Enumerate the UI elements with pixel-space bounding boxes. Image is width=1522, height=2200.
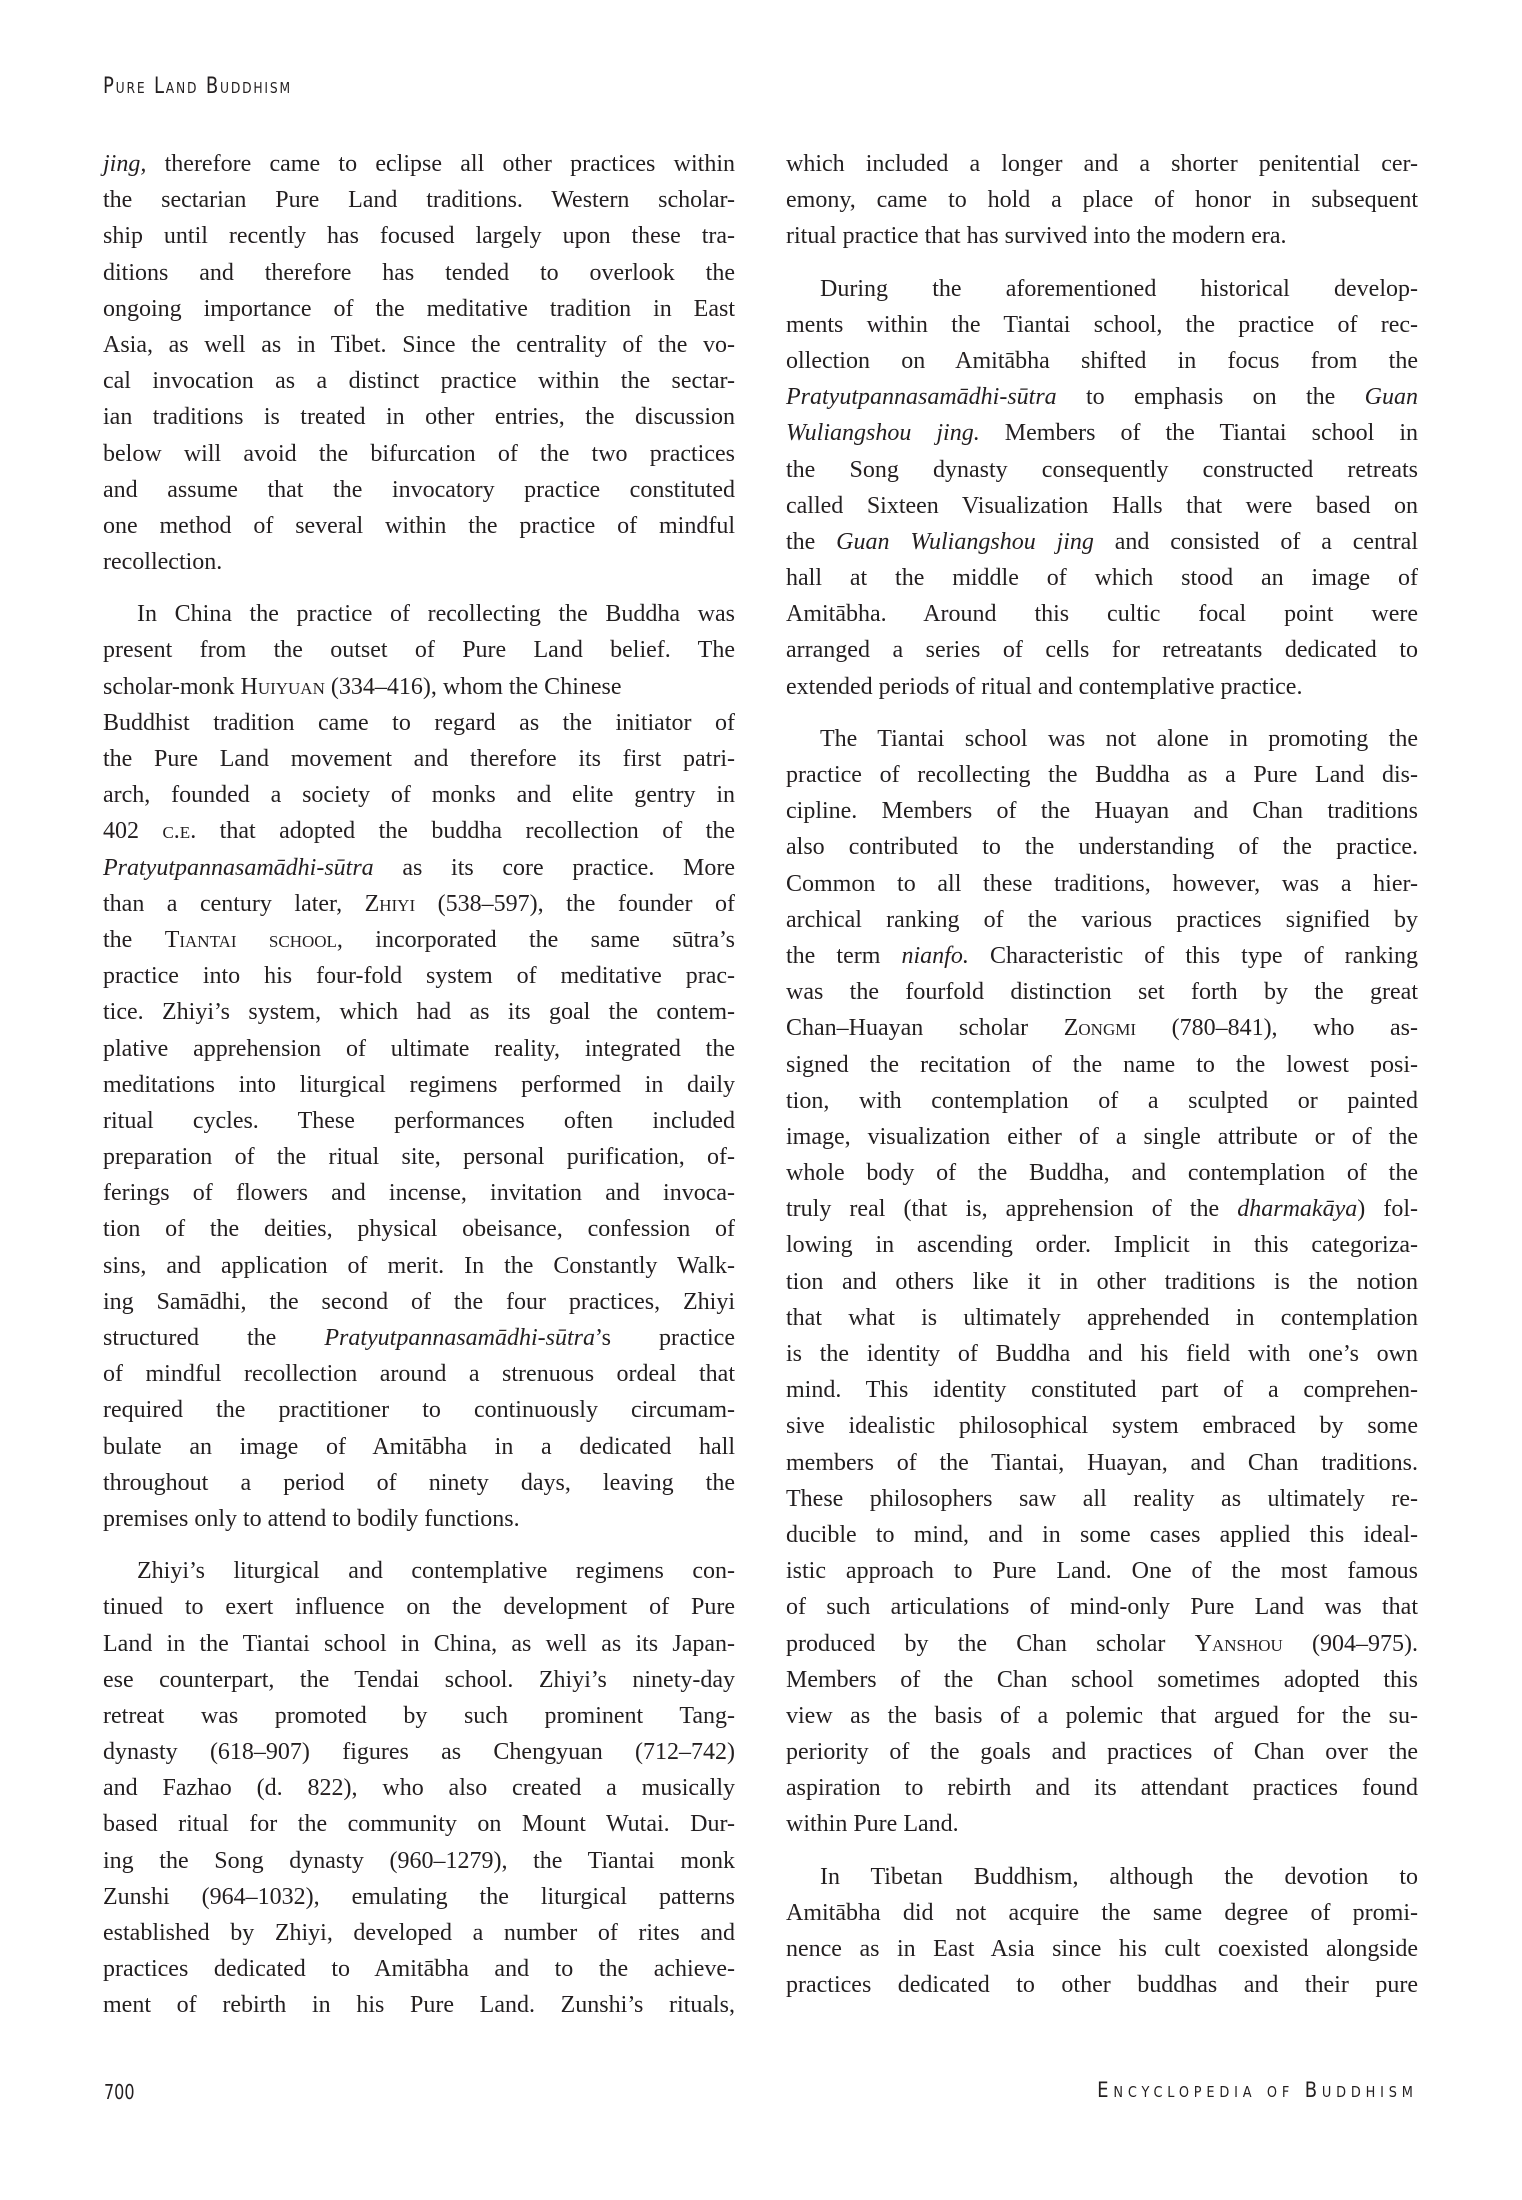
text-line (103, 1987, 735, 2023)
paragraph (103, 146, 735, 580)
text-line (103, 1951, 735, 1987)
text-line (103, 1879, 735, 1915)
text-run: practice into his four-fold system of meditative prac- (103, 963, 735, 990)
text-line (786, 1967, 1418, 2003)
text-line (103, 544, 735, 580)
text-line (103, 1175, 735, 1211)
text-line (103, 508, 735, 544)
text-run: aspiration to rebirth and its attendant practices found (786, 1775, 1418, 1802)
text-run: of mindful recollection around a strenuous ordeal that (103, 1361, 735, 1388)
text-line (786, 757, 1418, 793)
text-run: of such articulations of mind-only Pure Land was that (786, 1594, 1418, 1621)
text-line (786, 669, 1418, 705)
text-line (786, 721, 1418, 757)
text-line (103, 596, 735, 632)
text-line (103, 1356, 735, 1392)
text-run: ollection on Amitābha shifted in focus from the (786, 347, 1418, 374)
text-run: meditations into liturgical regimens performed in daily (103, 1071, 735, 1098)
text-run: (334–416), whom the Chinese (324, 673, 622, 700)
text-run: ) fol- (1357, 1196, 1418, 1223)
text-run: which included a longer and a shorter penitential cer- (786, 151, 1418, 177)
text-column-right (786, 146, 1418, 2003)
text-line (103, 1392, 735, 1428)
text-run: signed the recitation of the name to the lowest posi- (786, 1051, 1418, 1078)
text-line (103, 922, 735, 958)
text-run: is the identity of Buddha and his field with one’s own (786, 1341, 1418, 1367)
text-run: and assume that the invocatory practice constituted (103, 476, 735, 503)
text-line (786, 1517, 1418, 1553)
text-run: (538–597), the founder of (415, 890, 735, 917)
text-line (103, 1139, 735, 1175)
text-line (103, 399, 735, 435)
text-run: Amitābha did not acquire the same degree of promi- (786, 1899, 1418, 1926)
text-line (786, 1155, 1418, 1191)
text-run: based ritual for the community on Mount Wutai. Dur- (103, 1811, 735, 1838)
text-run: emony, came to hold a place of honor in subsequent (786, 187, 1418, 214)
text-line (103, 1662, 735, 1698)
text-run: established by Zhiyi, developed a number of rites and (103, 1920, 735, 1946)
text-line (103, 1698, 735, 1734)
text-line (103, 363, 735, 399)
text-line (786, 1445, 1418, 1481)
text-line (103, 1626, 735, 1662)
text-run: ’s practice (595, 1325, 735, 1351)
text-line (786, 1227, 1418, 1263)
text-run: one method of several within the practice of mindful (103, 512, 735, 539)
cross-reference: Zhiyi (364, 890, 416, 917)
text-line (786, 866, 1418, 902)
text-line (103, 1734, 735, 1770)
text-run: the (786, 528, 837, 555)
text-line (786, 1553, 1418, 1589)
text-run: Land in the Tiantai school in China, as well as its Japan- (103, 1630, 735, 1657)
text-run: ese counterpart, the Tendai school. Zhiyi’s ninety-day (103, 1666, 735, 1693)
text-run: Amitābha. Around this cultic focal point were (786, 601, 1418, 628)
text-run: the term (786, 942, 902, 969)
text-line (103, 327, 735, 363)
text-line (786, 218, 1418, 254)
text-run: premises only to attend to bodily functions. (103, 1505, 520, 1532)
text-line (786, 793, 1418, 829)
text-line (786, 632, 1418, 668)
text-run: hall at the middle of which stood an image of (786, 565, 1418, 592)
text-run: In China the practice of recollecting the Buddha was (137, 601, 735, 628)
text-run: and Fazhao (d. 822), who also created a musically (103, 1775, 735, 1802)
paragraph (786, 271, 1418, 705)
text-run: Characteristic of this type of ranking (968, 942, 1418, 969)
italic-term: Pratyutpannasamādhi-sūtra (786, 384, 1057, 411)
text-run: extended periods of ritual and contemplative practice. (786, 673, 1303, 700)
text-line (103, 1284, 735, 1320)
paragraph (786, 146, 1418, 255)
text-run: ongoing importance of the meditative tradition in East (103, 295, 735, 322)
text-run: view as the basis of a polemic that argued for the su- (786, 1702, 1418, 1729)
cross-reference: c.e. (162, 818, 197, 845)
text-run: recollection. (103, 549, 223, 576)
text-line (786, 488, 1418, 524)
text-line (103, 218, 735, 254)
text-line (103, 1211, 735, 1247)
text-line (103, 1031, 735, 1067)
text-run: Common to all these traditions, however, was a hier- (786, 870, 1418, 897)
paragraph-gap (786, 705, 1418, 721)
text-line (786, 560, 1418, 596)
text-run: ditions and therefore has tended to overlook the (103, 259, 735, 286)
text-line (103, 850, 735, 886)
text-line (103, 1589, 735, 1625)
text-run: retreat was promoted by such prominent Tang- (103, 1702, 735, 1729)
text-line (103, 813, 735, 849)
text-run: Asia, as well as in Tibet. Since the centrality of the vo- (103, 331, 735, 358)
text-run: also contributed to the understanding of the practice. (786, 834, 1418, 861)
text-line (786, 1119, 1418, 1155)
text-line (786, 1264, 1418, 1300)
text-run: preparation of the ritual site, personal purification, of- (103, 1144, 735, 1171)
text-run: tion of the deities, physical obeisance, confession of (103, 1216, 735, 1243)
text-run: arch, founded a society of monks and elite gentry in (103, 782, 735, 809)
text-line (786, 1300, 1418, 1336)
text-line (103, 1806, 735, 1842)
text-line (103, 1770, 735, 1806)
cross-reference: Zongmi (1063, 1015, 1137, 1042)
text-line (103, 741, 735, 777)
page-number: 700 (104, 2080, 135, 2104)
text-line (103, 1915, 735, 1951)
text-line (103, 1320, 735, 1356)
text-run: cipline. Members of the Huayan and Chan traditions (786, 798, 1418, 825)
text-run: the (103, 926, 165, 953)
text-run: tice. Zhiyi’s system, which had as its goal the contem- (103, 999, 735, 1026)
text-line (786, 1931, 1418, 1967)
text-line (103, 1465, 735, 1501)
text-line (786, 1734, 1418, 1770)
running-head: Pure Land Buddhism (103, 74, 292, 99)
text-line (786, 1408, 1418, 1444)
text-line (103, 1843, 735, 1879)
text-line (786, 1372, 1418, 1408)
italic-term: nianfo. (901, 942, 969, 969)
text-run: nence as in East Asia since his cult coexisted alongside (786, 1936, 1418, 1962)
text-run: mind. This identity constituted part of a comprehen- (786, 1377, 1418, 1404)
text-run: ship until recently has focused largely upon these tra- (103, 223, 735, 250)
text-run: structured the (103, 1325, 325, 1351)
text-line (786, 902, 1418, 938)
text-run: istic approach to Pure Land. One of the most famous (786, 1558, 1418, 1585)
text-run: Zhiyi’s liturgical and contemplative regimens con- (137, 1558, 735, 1585)
text-run: ducible to mind, and in some cases applied this ideal- (786, 1521, 1418, 1548)
cross-reference: Tiantai school (164, 926, 337, 953)
text-line (786, 1589, 1418, 1625)
text-line (786, 938, 1418, 974)
text-line (103, 1501, 735, 1537)
text-line (103, 472, 735, 508)
text-line (786, 596, 1418, 632)
cross-reference: Yanshou (1194, 1630, 1283, 1657)
text-run: The Tiantai school was not alone in promoting the (820, 725, 1418, 752)
text-line (786, 1626, 1418, 1662)
italic-term: Pratyutpannasamādhi-sūtra (324, 1325, 596, 1351)
text-run: (904–975). (1282, 1630, 1418, 1657)
italic-term: Wuliangshou jing. (786, 420, 980, 447)
text-line (786, 415, 1418, 451)
footer-title: Encyclopedia of Buddhism (1097, 2078, 1418, 2102)
text-run: below will avoid the bifurcation of the two practices (103, 440, 735, 467)
text-line (103, 146, 735, 182)
italic-term: jing, (103, 151, 147, 177)
text-line (103, 669, 735, 705)
text-line (786, 1859, 1418, 1895)
text-run: present from the outset of Pure Land belief. The (103, 637, 735, 664)
text-line (786, 1662, 1418, 1698)
text-line (786, 1083, 1418, 1119)
text-line (786, 1481, 1418, 1517)
paragraph-gap (786, 1843, 1418, 1859)
text-run: produced by the Chan scholar (786, 1630, 1195, 1657)
text-run: Members of the Chan school sometimes adopted this (786, 1666, 1418, 1693)
text-run: lowing in ascending order. Implicit in this categoriza- (786, 1232, 1418, 1259)
text-run: cal invocation as a distinct practice within the sectar- (103, 368, 735, 395)
text-run: tion, with contemplation of a sculpted or painted (786, 1087, 1418, 1114)
text-line (103, 632, 735, 668)
paragraph-gap (103, 580, 735, 596)
paragraph (786, 1859, 1418, 2004)
text-line (786, 182, 1418, 218)
text-run: called Sixteen Visualization Halls that were based on (786, 492, 1418, 519)
text-run: These philosophers saw all reality as ultimately re- (786, 1485, 1418, 1512)
text-line (103, 886, 735, 922)
text-run: ritual practice that has survived into the modern era. (786, 223, 1287, 250)
text-run: therefore came to eclipse all other practices within (146, 151, 735, 177)
text-run: practices dedicated to Amitābha and to the achieve- (103, 1956, 735, 1983)
text-line (103, 1553, 735, 1589)
text-line (103, 1429, 735, 1465)
text-line (103, 705, 735, 741)
text-line (786, 1806, 1418, 1842)
text-line (786, 1191, 1418, 1227)
text-run: within Pure Land. (786, 1811, 959, 1838)
text-run: required the practitioner to continuously circumam- (103, 1397, 735, 1424)
text-line (786, 1047, 1418, 1083)
italic-term: Guan Wuliangshou jing (836, 528, 1094, 555)
text-line (786, 452, 1418, 488)
text-run: scholar-monk (103, 673, 241, 700)
text-run: Buddhist tradition came to regard as the initiator of (103, 709, 735, 736)
italic-term: Guan (1364, 384, 1418, 411)
paragraph (103, 596, 735, 1537)
text-run: arranged a series of cells for retreatants dedicated to (786, 637, 1418, 664)
text-run: that adopted the buddha recollection of the (196, 818, 735, 845)
text-run: ian traditions is treated in other entries, the discussion (103, 404, 735, 431)
text-run: periority of the goals and practices of Chan over the (786, 1739, 1418, 1766)
text-run: Chan–Huayan scholar (786, 1015, 1064, 1042)
text-line (103, 182, 735, 218)
text-run: During the aforementioned historical develop- (820, 275, 1418, 302)
text-run: archical ranking of the various practices signified by (786, 906, 1418, 933)
text-run: image, visualization either of a single attribute or of the (786, 1123, 1418, 1150)
text-run: tion and others like it in other traditions is the notion (786, 1268, 1418, 1295)
text-line (103, 436, 735, 472)
text-run: Zunshi (964–1032), emulating the liturgical patterns (103, 1883, 735, 1910)
text-run: throughout a period of ninety days, leaving the (103, 1469, 735, 1496)
text-run: whole body of the Buddha, and contemplation of the (786, 1160, 1418, 1187)
text-run: ing the Song dynasty (960–1279), the Tiantai monk (103, 1847, 735, 1874)
paragraph (786, 721, 1418, 1843)
text-run: the sectarian Pure Land traditions. Western scholar- (103, 187, 735, 214)
italic-term: Pratyutpannasamādhi-sūtra (103, 854, 374, 881)
text-line (786, 974, 1418, 1010)
text-line (103, 958, 735, 994)
text-run: members of the Tiantai, Huayan, and Chan traditions. (786, 1449, 1418, 1476)
text-run: (780–841), who as- (1136, 1015, 1418, 1042)
text-line (103, 1103, 735, 1139)
paragraph (103, 1553, 735, 2023)
text-line (103, 291, 735, 327)
text-line (786, 829, 1418, 865)
text-line (103, 255, 735, 291)
text-run: ritual cycles. These performances often included (103, 1107, 735, 1134)
text-run: the Song dynasty consequently constructed retreats (786, 456, 1418, 483)
text-line (786, 343, 1418, 379)
text-line (103, 1248, 735, 1284)
text-run: tinued to exert influence on the development of Pure (103, 1594, 735, 1621)
paragraph-gap (103, 1537, 735, 1553)
text-run: dynasty (618–907) figures as Chengyuan (712–742) (103, 1739, 735, 1766)
text-line (103, 994, 735, 1030)
text-run: ferings of flowers and incense, invitation and invoca- (103, 1180, 735, 1207)
text-run: to emphasis on the (1056, 384, 1365, 411)
text-line (103, 777, 735, 813)
text-column-left (103, 146, 735, 2024)
text-run: plative apprehension of ultimate reality, integrated the (103, 1035, 735, 1062)
text-run: ments within the Tiantai school, the practice of rec- (786, 311, 1418, 338)
text-run: was the fourfold distinction set forth by the great (786, 979, 1418, 1006)
text-run: that what is ultimately apprehended in contemplation (786, 1304, 1418, 1331)
text-run: ing Samādhi, the second of the four practices, Zhiyi (103, 1288, 735, 1315)
text-run: In Tibetan Buddhism, although the devotion to (820, 1863, 1418, 1890)
text-line (786, 1010, 1418, 1046)
text-run: sins, and application of merit. In the Constantly Walk- (103, 1252, 735, 1279)
paragraph-gap (786, 255, 1418, 271)
text-line (786, 307, 1418, 343)
text-run: practices dedicated to other buddhas and their pure (786, 1972, 1418, 1999)
text-run: as its core practice. More (373, 854, 735, 881)
text-line (786, 1698, 1418, 1734)
italic-term: dharmakāya (1237, 1196, 1358, 1223)
text-line (786, 524, 1418, 560)
text-line (786, 1336, 1418, 1372)
text-run: practice of recollecting the Buddha as a Pure Land dis- (786, 762, 1418, 788)
text-run: and consisted of a central (1093, 528, 1418, 555)
text-run: bulate an image of Amitābha in a dedicated hall (103, 1433, 735, 1460)
text-run: Members of the Tiantai school in (979, 420, 1418, 447)
text-run: sive idealistic philosophical system embraced by some (786, 1413, 1418, 1440)
text-line (786, 271, 1418, 307)
cross-reference: Huiyuan (240, 673, 325, 700)
text-line (786, 146, 1418, 182)
text-line (786, 1770, 1418, 1806)
text-line (786, 1895, 1418, 1931)
text-run: truly real (that is, apprehension of the (786, 1196, 1238, 1223)
text-line (103, 1067, 735, 1103)
text-line (786, 379, 1418, 415)
text-run: 402 (103, 818, 163, 845)
text-run: , incorporated the same sūtra’s (336, 926, 735, 953)
text-run: the Pure Land movement and therefore its first patri- (103, 746, 735, 772)
text-run: ment of rebirth in his Pure Land. Zunshi’s rituals, (103, 1992, 735, 2019)
text-run: than a century later, (103, 890, 365, 917)
